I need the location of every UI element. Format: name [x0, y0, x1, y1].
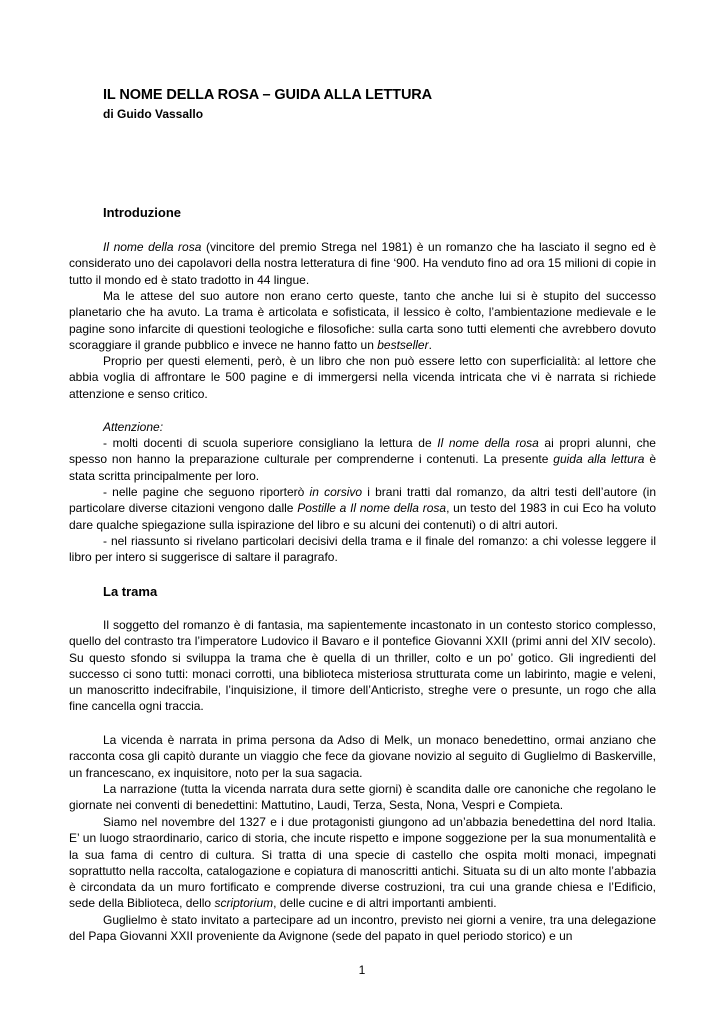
plot-paragraph-5: Guglielmo è stato invitato a partecipare ad un incontro, previsto nei giorni a venire, tra una delegazione del Papa Giovanni XXII proveniente da Avignone (sede del papato in quel periodo storico) e un [69, 913, 656, 944]
plot-paragraph-1: Il soggetto del romanzo è di fantasia, ma sapientemente incastonato in un contesto storico complesso, quello del contrasto tra l’imperatore Ludovico il Bavaro e il pontefice Giovanni XXII (primi anni del XIV secolo). Su questo sfondo si sviluppa la trama che è quella di un thriller, colto e un po’ gotico. Gli ingredienti del successo ci sono tutti: monaci corrotti, una biblioteca misteriosa strutturata come un labirinto, magie e veleni, un manoscritto indecifrabile, l’inquisizione, il timore dell’Anticristo, streghe vere o presunte, un rogo che alla fine cancella ogni traccia. [69, 618, 656, 714]
page-number: 1 [358, 963, 366, 977]
intro-section [69, 205, 656, 565]
plot-heading: La trama [103, 584, 158, 599]
intro-heading: Introduzione [103, 205, 181, 220]
plot-section [69, 584, 656, 944]
document-title: IL NOME DELLA ROSA – GUIDA ALLA LETTURA [103, 87, 433, 103]
intro-p3-text: Proprio per questi elementi, però, è un libro che non può essere letto con superficialità: al lettore che abbia voglia di affrontare le 500 pagine e di immergersi nella vicenda intricata che vi è narrata si richiede attenzione e senso critico. [69, 354, 656, 401]
plot-paragraph-4: Siamo nel novembre del 1327 e i due protagonisti giungono ad un’abbazia benedettina del nord Italia. E’ un luogo straordinario, carico di storia, che incute rispetto e impone soggezione per la sua monumentalità e la sua fama di centro di cultura. Si tratta di una specie di castello che ospita molti monaci, impegnati soprattutto nella raccolta, catalogazione e copiatura di manoscritti antichi. Situata su di un alto monte l’abbazia è circondata da un muro fortificato e comprende diverse costruzioni, tra cui una grande chiesa e l’Edificio, sede della Biblioteca, dello scriptorium, delle cucine e di altri importanti ambienti. [69, 815, 656, 911]
attention-bullet-3: - nel riassunto si rivelano particolari decisivi della trama e il finale del romanzo: a chi volesse leggere il libro per intero si suggerisce di saltare il paragrafo. [69, 534, 656, 565]
attention-label: Attenzione: [103, 420, 164, 434]
intro-p1-text: (vincitore del premio Strega nel 1981) è un romanzo che ha lasciato il segno ed è considerato uno dei capolavori della nostra letteratura di fine ‘900. Ha venduto fino ad ora 15 milioni di copie in tutto il mondo ed è stato tradotto in 44 lingue. [69, 240, 656, 287]
intro-paragraph-3 [69, 353, 656, 402]
intro-paragraph-1 [69, 239, 656, 288]
plot-paragraph-2: La vicenda è narrata in prima persona da Adso di Melk, un monaco benedettino, ormai anziano che racconta cosa gli capitò durante un viaggio che fece da giovane novizio al seguito di Guglielmo di Baskerville, un francescano, ex inquisitore, noto per la sua sagacia. [69, 733, 656, 780]
attention-label-block [103, 419, 656, 435]
intro-p2-text: Ma le attese del suo autore non erano certo queste, tanto che anche lui si è stupito del successo planetario che ha avuto. La trama è articolata e sofisticata, il lessico è colto, l’ambientazione medievale e le pagine sono infarcite di questioni teologiche e filosofiche: sulla carta sono tutti elementi che avrebbero dovuto scoraggiare il grande pubblico e invece ne hanno fatto un [69, 289, 656, 352]
attention-bullet-2: - nelle pagine che seguono riporterò in corsivo i brani tratti dal romanzo, da altri testi dell’autore (in particolare diverse citazioni vengono dalle Postille a Il nome della rosa, un testo del 1983 in cui Eco ha voluto dare qualche spiegazione sulla ispirazione del libro e su alcuni dei contenuti) o di altri autori. [69, 485, 656, 532]
plot-paragraph-3: La narrazione (tutta la vicenda narrata dura sette giorni) è scandita dalle ore canoniche che regolano le giornate nei conventi di benedettini: Mattutino, Laudi, Terza, Sesta, Nona, Vespri e Compieta. [69, 782, 656, 813]
attention-bullet-1: - molti docenti di scuola superiore consigliano la lettura de Il nome della rosa ai propri alunni, che spesso non hanno la preparazione culturale per comprenderne i contenuti. La presente guida alla lettura è stata scritta principalmente per loro. [69, 436, 656, 483]
book-title-italic: Il nome della rosa [103, 240, 202, 254]
intro-paragraph-2: Ma le attese del suo autore non erano certo queste, tanto che anche lui si è stupito del successo planetario che ha avuto. La trama è articolata e sofisticata, il lessico è colto, l’ambientazione medievale e le pagine sono infarcite di questioni teologiche e filosofiche: sulla carta sono tutti elementi che avrebbero dovuto scoraggiare il grande pubblico e invece ne hanno fatto un bestseller. [69, 289, 656, 352]
bestseller-italic: bestseller [377, 337, 429, 352]
document-page [103, 86, 656, 122]
scriptorium-italic: scriptorium [214, 896, 274, 911]
document-author: di Guido Vassallo [103, 107, 204, 121]
